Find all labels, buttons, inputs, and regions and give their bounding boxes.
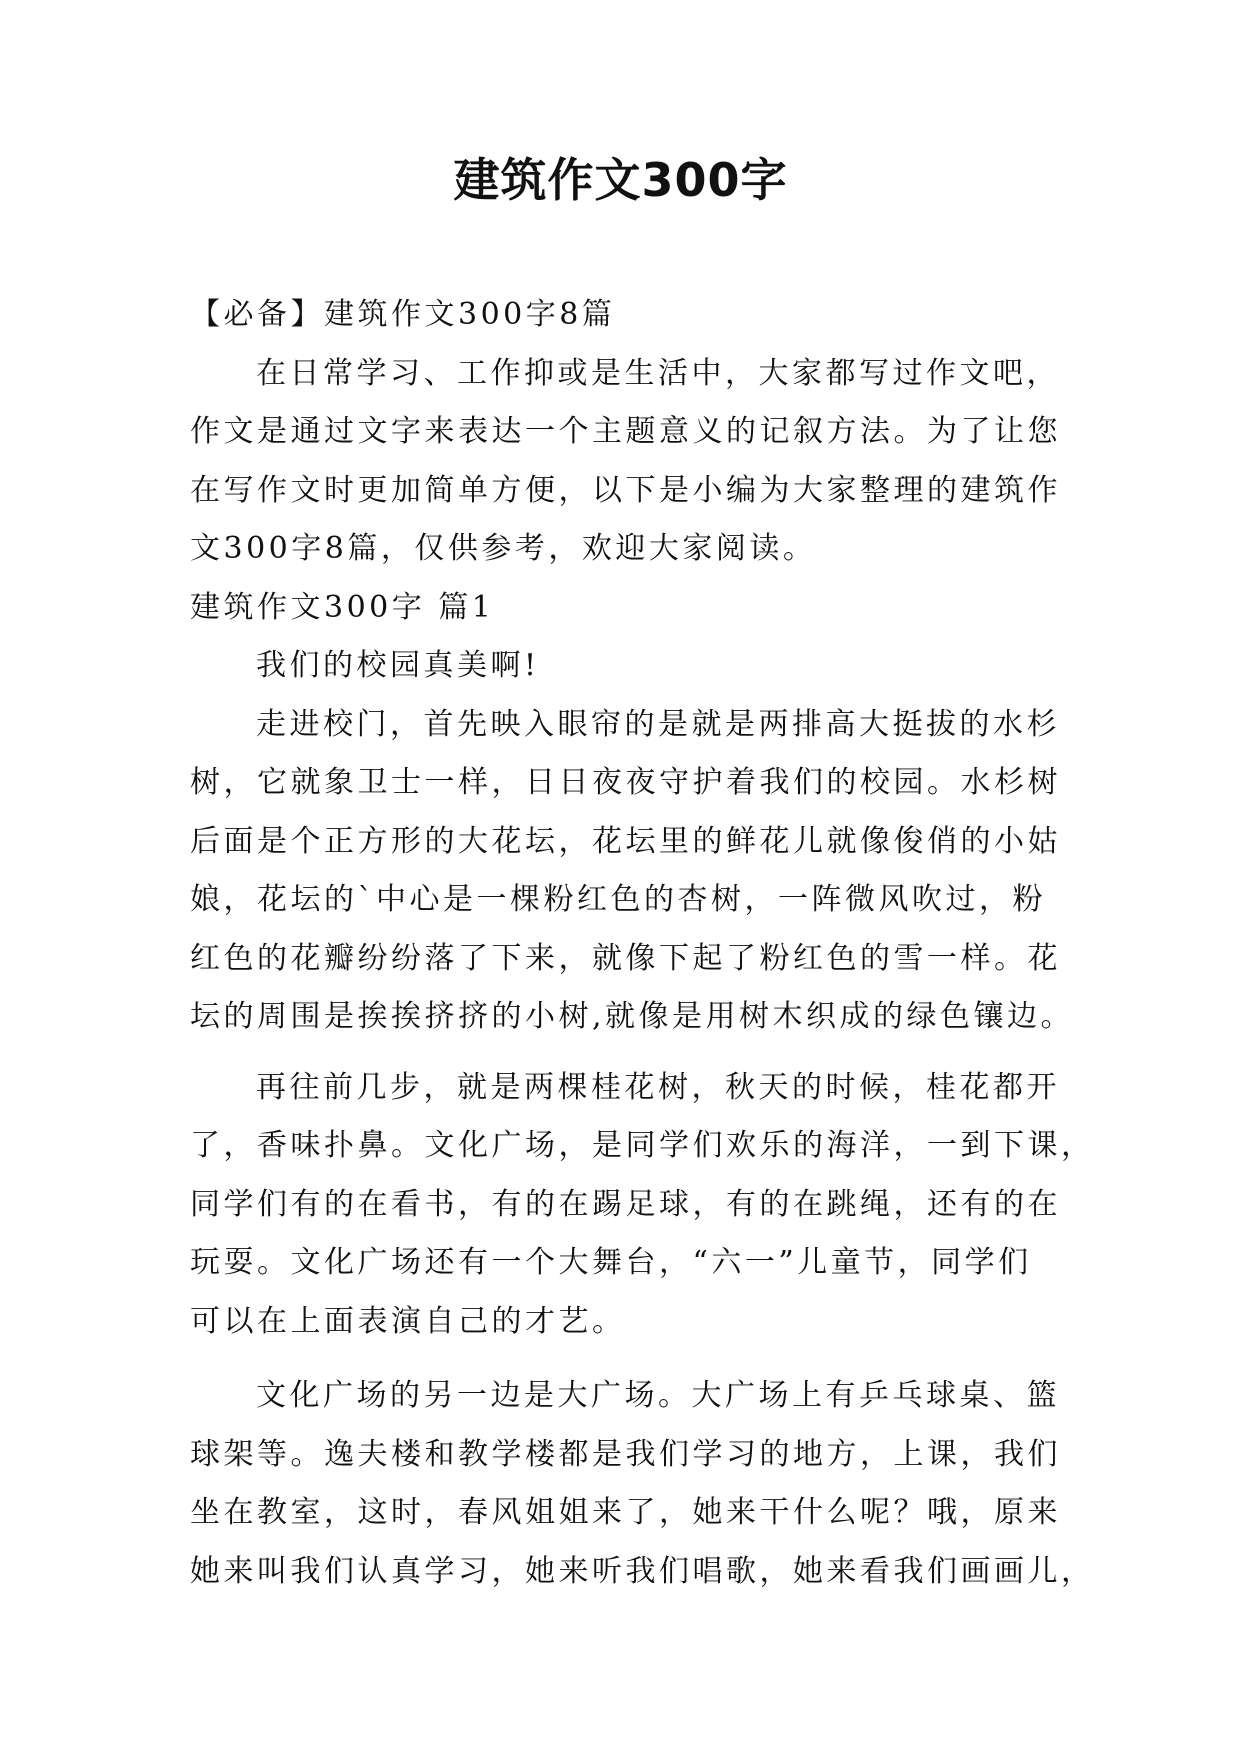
section-heading: 建筑作文300字 篇1 xyxy=(190,589,495,625)
paragraph-line: 走进校门，首先映入眼帘的是就是两排高大挺拔的水杉 xyxy=(256,706,1060,742)
paragraph-line: 玩耍。文化广场还有一个大舞台，“六一”儿童节，同学们 xyxy=(190,1245,1032,1280)
paragraph-line: 了，香味扑鼻。文化广场，是同学们欢乐的海洋，一到下课， xyxy=(190,1128,1095,1163)
paragraph-line: 再往前几步，就是两棵桂花树，秋天的时候，桂花都开 xyxy=(256,1069,1060,1105)
intro-line: 作文是通过文字来表达一个主题意义的记叙方法。为了让您 xyxy=(190,414,1061,449)
document-title: 建筑作文300字 xyxy=(453,153,788,207)
paragraph-line: 球架等。逸夫楼和教学楼都是我们学习的地方，上课，我们 xyxy=(190,1436,1061,1472)
paragraph-line: 可以在上面表演自己的才艺。 xyxy=(190,1303,626,1339)
paragraph-line: 坐在教室，这时，春风姐姐来了，她来干什么呢？哦，原来 xyxy=(190,1495,1061,1530)
essay-opening: 我们的校园真美啊! xyxy=(256,648,540,683)
paragraph-line: 后面是个正方形的大花坛，花坛里的鲜花儿就像俊俏的小姑 xyxy=(190,823,1061,859)
paragraph-line: 坛的周围是挨挨挤挤的小树,就像是用树木织成的绿色镶边。 xyxy=(190,999,1075,1034)
paragraph-line: 同学们有的在看书，有的在踢足球，有的在跳绳，还有的在 xyxy=(190,1186,1061,1222)
intro-line: 在写作文时更加简单方便，以下是小编为大家整理的建筑作 xyxy=(190,472,1061,508)
intro-line: 文300字8篇，仅供参考，欢迎大家阅读。 xyxy=(190,531,817,566)
paragraph-line: 文化广场的另一边是大广场。大广场上有乒乓球桌、篮 xyxy=(256,1378,1060,1413)
paragraph-line: 她来叫我们认真学习，她来听我们唱歌，她来看我们画画儿， xyxy=(190,1553,1095,1589)
intro-line: 在日常学习、工作抑或是生活中，大家都写过作文吧， xyxy=(256,355,1060,391)
document-subtitle: 【必备】建筑作文300字8篇 xyxy=(190,297,616,332)
paragraph-line: 娘，花坛的`中心是一棵粉红色的杏树，一阵微风吹过，粉 xyxy=(190,882,1046,917)
document-body xyxy=(190,286,1095,1601)
paragraph-line: 红色的花瓣纷纷落了下来，就像下起了粉红色的雪一样。花 xyxy=(190,940,1061,976)
paragraph-line: 树，它就象卫士一样，日日夜夜守护着我们的校园。水杉树 xyxy=(190,765,1061,800)
